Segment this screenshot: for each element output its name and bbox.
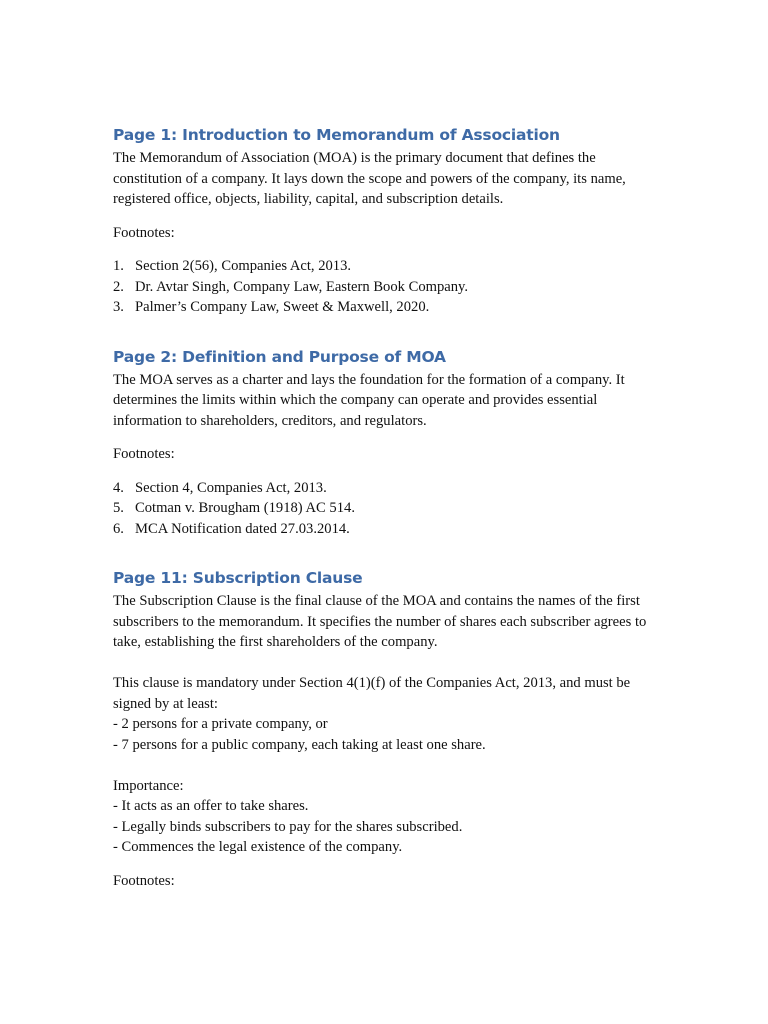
footnotes-label: Footnotes:	[113, 446, 175, 462]
section-paragraph: The Memorandum of Association (MOA) is the primary document that defines the constitution of a company. It lays down the scope and powers of the company, its name, registered office, objects, liability, capital, and subscription details.	[113, 150, 626, 207]
footnote-text: Palmer’s Company Law, Sweet & Maxwell, 2020.	[135, 299, 430, 315]
mandatory-paragraph	[113, 673, 658, 755]
footnote-item	[113, 277, 658, 298]
footnote-list	[113, 478, 658, 540]
footnotes-label: Footnotes:	[113, 872, 175, 889]
section-heading: Page 11: Subscription Clause	[113, 569, 363, 587]
blank-line	[113, 653, 658, 674]
importance-item: - Legally binds subscribers to pay for the shares subscribed.	[113, 818, 463, 835]
footnote-text: Dr. Avtar Singh, Company Law, Eastern Book Company.	[135, 278, 469, 295]
footnote-item	[113, 297, 658, 318]
footnote-number: 4.	[113, 479, 124, 496]
importance-label: Importance:	[113, 777, 184, 794]
mandatory-item: - 7 persons for a public company, each taking at least one share.	[113, 736, 486, 753]
footnote-number: 2.	[113, 278, 124, 295]
footnote-number: 6.	[113, 520, 124, 537]
footnote-number: 3.	[113, 299, 124, 315]
mandatory-item: - 2 persons for a private company, or	[113, 716, 328, 732]
document-page	[113, 122, 658, 891]
section-paragraph: The MOA serves as a charter and lays the foundation for the formation of a company. It determines the limits within which the company can operate and provides essential information to shareholders, creditors, and regulators.	[113, 371, 625, 429]
footnote-number: 5.	[113, 500, 124, 516]
footnote-text: MCA Notification dated 27.03.2014.	[135, 520, 350, 537]
footnote-list	[113, 256, 658, 318]
mandatory-text: This clause is mandatory under Section 4(1)(f) of the Companies Act, 2013, and must be signed by at least:	[113, 675, 631, 712]
section-page-2	[113, 344, 658, 540]
blank-line	[113, 755, 658, 776]
section-page-11	[113, 565, 658, 891]
footnote-text: Cotman v. Brougham (1918) AC 514.	[135, 500, 355, 516]
importance-item: - Commences the legal existence of the company.	[113, 839, 403, 855]
footnote-item	[113, 478, 658, 499]
section-page-1	[113, 122, 658, 318]
footnotes-label: Footnotes:	[113, 224, 175, 241]
footnote-text: Section 4, Companies Act, 2013.	[135, 479, 327, 496]
importance-item: - It acts as an offer to take shares.	[113, 798, 309, 814]
section-heading: Page 2: Definition and Purpose of MOA	[113, 347, 446, 366]
footnote-item	[113, 498, 658, 519]
footnote-text: Section 2(56), Companies Act, 2013.	[135, 258, 352, 274]
section-heading: Page 1: Introduction to Memorandum of Association	[113, 126, 560, 144]
footnote-item	[113, 519, 658, 540]
footnote-item	[113, 256, 658, 277]
footnote-number: 1.	[113, 258, 124, 274]
section-paragraph: The Subscription Clause is the final clause of the MOA and contains the names of the first subscribers to the memorandum. It specifies the number of shares each subscriber agrees to take, establishing the first shareholders of the company.	[113, 593, 647, 650]
importance-paragraph	[113, 776, 658, 858]
